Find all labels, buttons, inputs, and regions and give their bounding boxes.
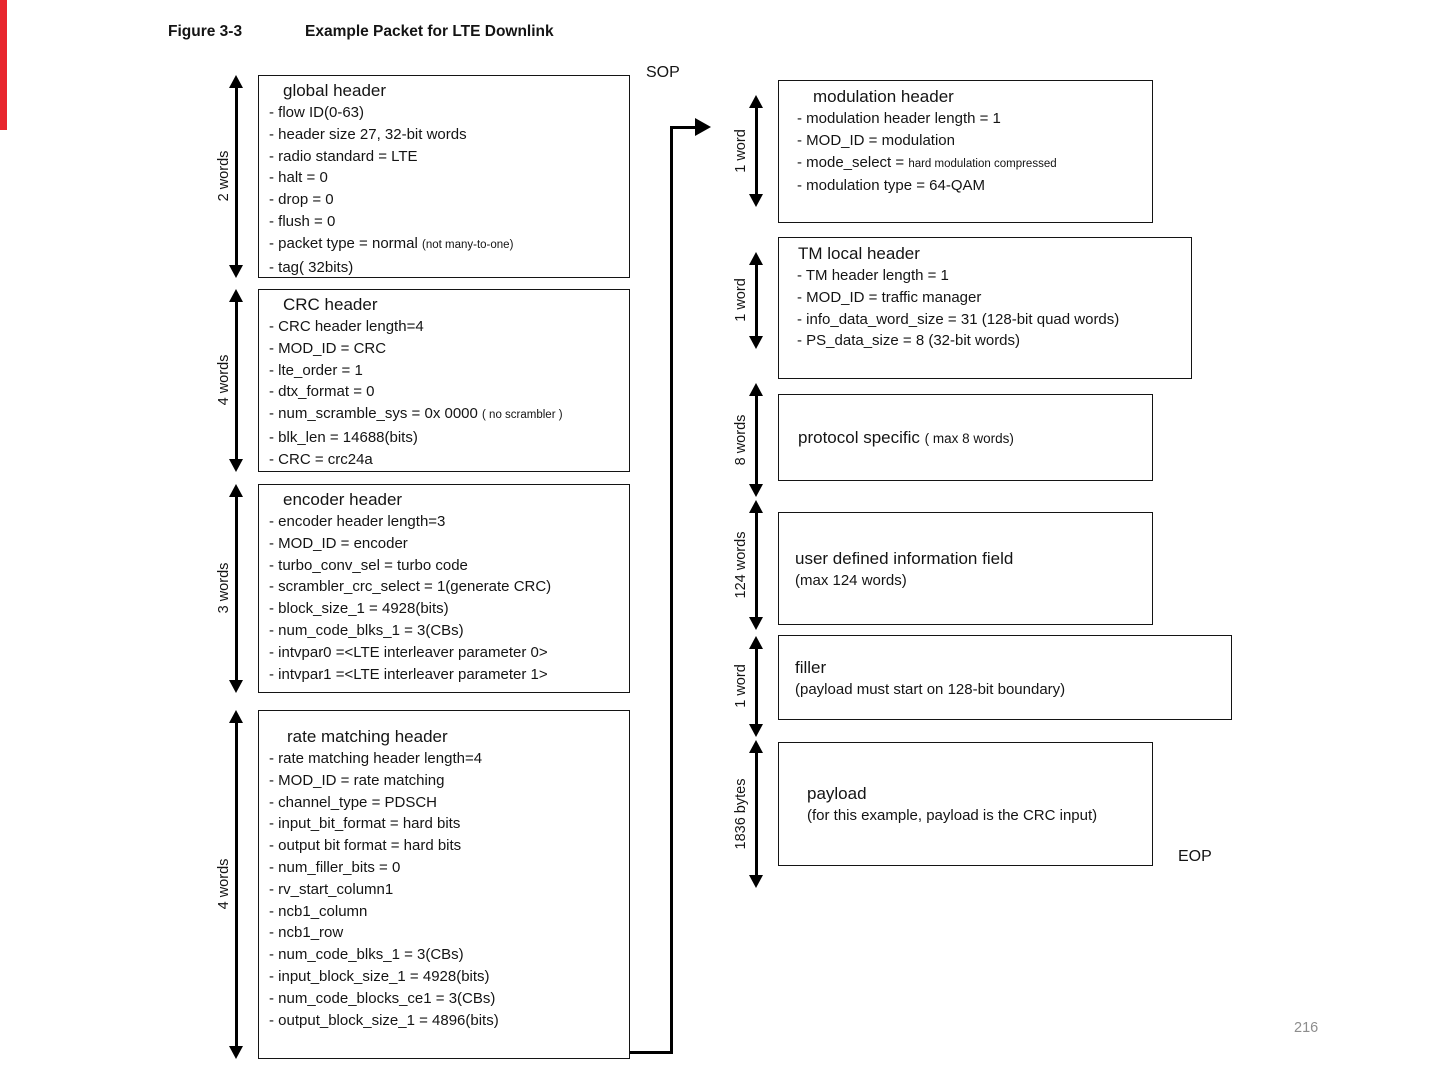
words-label: 1836 bytes <box>733 778 749 850</box>
box-items <box>259 102 629 278</box>
box-item-line: - turbo_conv_sel = turbo code <box>269 556 468 574</box>
box-item-line: - halt = 0 <box>269 169 328 187</box>
box-item-line: - intvpar0 =<LTE interleaver parameter 0> <box>269 643 548 661</box>
box-item-line: - flow ID(0-63) <box>269 104 365 121</box>
words-label: 1 word <box>733 278 749 322</box>
box-title: encoder header <box>283 490 403 509</box>
box-title: filler <box>795 657 827 677</box>
box-item-line: - MOD_ID = encoder <box>269 534 408 552</box>
box-item-line: - TM header length = 1 <box>797 267 949 284</box>
box-item-line: - modulation header length = 1 <box>797 110 1001 127</box>
words-span-arrow <box>749 252 763 349</box>
item-small-text: hard modulation compressed <box>908 157 1057 170</box>
box-item-line: - header size 27, 32-bit words <box>269 125 467 143</box>
modulation-header-box <box>778 80 1153 223</box>
box-item-line: - CRC = crc24a <box>269 450 373 468</box>
sop-connector-top-segment <box>670 126 696 129</box>
filler-box <box>778 635 1232 720</box>
box-title: rate matching header <box>287 727 448 746</box>
encoder-header-box <box>258 484 630 693</box>
box-item-line: - drop = 0 <box>269 191 334 209</box>
box-item-line: - num_code_blks_1 = 3(CBs) <box>269 621 464 639</box>
words-label: 124 words <box>733 531 749 599</box>
box-items <box>259 316 629 471</box>
box-item-line: - rate matching header length=4 <box>269 750 483 767</box>
box-subtitle: (max 124 words) <box>795 571 907 589</box>
box-title: modulation header <box>813 87 954 106</box>
words-span-arrow <box>749 636 763 737</box>
box-title: global header <box>283 81 387 100</box>
global-header-box <box>258 75 630 278</box>
figure-title: Example Packet for LTE Downlink <box>305 23 554 40</box>
box-item-line: - input_block_size_1 = 4928(bits) <box>269 967 490 985</box>
box-item-line: - blk_len = 14688(bits) <box>269 428 418 446</box>
box-title: TM local header <box>798 244 920 263</box>
box-item-line: - PS_data_size = 8 (32-bit words) <box>797 332 1021 350</box>
sop-label: SOP <box>646 64 680 81</box>
eop-label: EOP <box>1178 848 1212 865</box>
box-item-line: - dtx_format = 0 <box>269 383 375 401</box>
protocol-specific-box <box>778 394 1153 481</box>
words-label: 4 words <box>216 354 232 406</box>
sop-connector-bottom-segment <box>630 1051 673 1054</box>
user-defined-info-box <box>778 512 1153 625</box>
box-item-line: - radio standard = LTE <box>269 147 418 165</box>
words-span-arrow <box>749 740 763 888</box>
crc-header-box <box>258 289 630 472</box>
words-label: 3 words <box>216 562 232 614</box>
words-label: 8 words <box>733 414 749 466</box>
item-small-text: ( no scrambler ) <box>482 409 563 422</box>
box-item-line: - scrambler_crc_select = 1(generate CRC) <box>269 578 552 596</box>
words-label: 1 word <box>733 664 749 708</box>
figure-number: Figure 3-3 <box>168 23 243 40</box>
box-item-line: - ncb1_column <box>269 902 368 920</box>
box-item-line: - packet type = normal (not many-to-one) <box>269 234 514 252</box>
box-item-line: - encoder header length=3 <box>269 513 446 530</box>
box-item-line: - mode_select = hard modulation compressed <box>797 153 1057 171</box>
words-span-arrow <box>749 500 763 630</box>
box-subtitle: (payload must start on 128-bit boundary) <box>795 680 1066 698</box>
words-label: 1 word <box>733 129 749 173</box>
box-item-line: - modulation type = 64-QAM <box>797 177 986 195</box>
box-item-line: - MOD_ID = rate matching <box>269 771 445 789</box>
box-title-suffix: ( max 8 words) <box>924 430 1014 446</box>
words-span-arrow <box>749 95 763 207</box>
box-items <box>259 748 629 1031</box>
box-subtitle: (for this example, payload is the CRC input) <box>807 807 1098 824</box>
page-number: 216 <box>1294 1020 1319 1036</box>
tm-local-header-box <box>778 237 1192 379</box>
box-item-line: - ncb1_row <box>269 924 344 942</box>
words-label: 2 words <box>216 150 232 202</box>
box-items <box>779 265 1191 352</box>
box-item-line: - input_bit_format = hard bits <box>269 815 461 833</box>
box-item-line: - num_scramble_sys = 0x 0000 ( no scrambler ) <box>269 405 563 423</box>
box-title: user defined information field <box>795 548 1014 568</box>
box-item-line: - intvpar1 =<LTE interleaver parameter 1> <box>269 665 548 683</box>
box-title: protocol specific ( max 8 words) <box>798 427 1014 447</box>
item-small-text: (not many-to-one) <box>422 238 514 251</box>
box-item-line: - lte_order = 1 <box>269 361 363 379</box>
box-item-line: - num_filler_bits = 0 <box>269 858 401 876</box>
sop-arrowhead-icon <box>695 118 711 136</box>
box-item-line: - flush = 0 <box>269 212 336 230</box>
box-item-line: - block_size_1 = 4928(bits) <box>269 600 449 618</box>
box-item-line: - num_code_blocks_ce1 = 3(CBs) <box>269 989 496 1007</box>
box-item-line: - MOD_ID = modulation <box>797 131 955 149</box>
box-items <box>259 511 629 685</box>
payload-box <box>778 742 1153 866</box>
box-title: payload <box>807 784 867 803</box>
box-items <box>779 108 1152 197</box>
rate-matching-header-box <box>258 710 630 1059</box>
sop-connector-vertical-segment <box>670 127 673 1054</box>
box-item-line: - info_data_word_size = 31 (128-bit quad words) <box>797 310 1120 328</box>
box-item-line: - MOD_ID = CRC <box>269 339 387 357</box>
box-item-line: - output bit format = hard bits <box>269 837 462 855</box>
box-item-line: - num_code_blks_1 = 3(CBs) <box>269 946 464 964</box>
box-item-line: - rv_start_column1 <box>269 880 394 898</box>
box-item-line: - tag( 32bits) <box>269 258 354 276</box>
words-label: 4 words <box>216 858 232 910</box>
box-item-line: - channel_type = PDSCH <box>269 793 438 811</box>
words-span-arrow <box>749 383 763 497</box>
box-item-line: - MOD_ID = traffic manager <box>797 288 982 306</box>
red-accent-strip <box>0 0 7 130</box>
box-title: CRC header <box>283 295 378 314</box>
box-item-line: - CRC header length=4 <box>269 318 424 335</box>
box-item-line: - output_block_size_1 = 4896(bits) <box>269 1011 499 1029</box>
